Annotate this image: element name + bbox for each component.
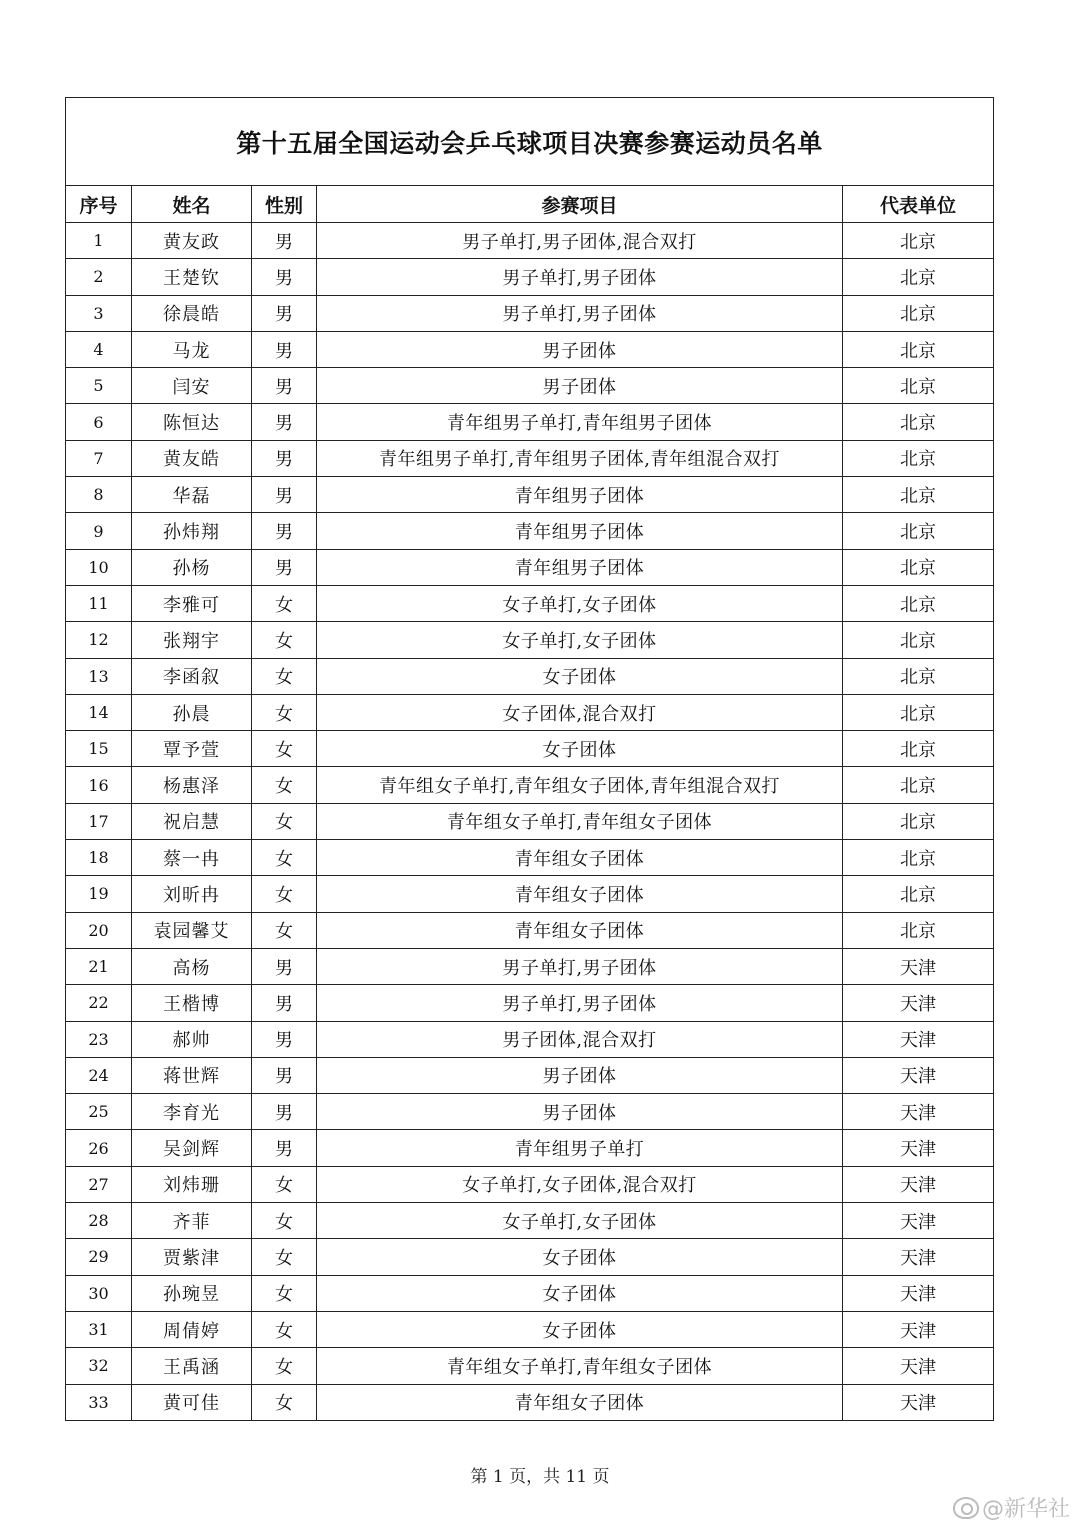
cell-event: 青年组男子团体 (317, 549, 843, 585)
cell-gender: 女 (252, 1384, 317, 1420)
cell-event: 青年组男子单打 (317, 1130, 843, 1166)
table-row (66, 1130, 994, 1166)
cell-event: 青年组女子团体 (317, 912, 843, 948)
cell-gender: 女 (252, 767, 317, 803)
table-row (66, 876, 994, 912)
cell-gender: 男 (252, 985, 317, 1021)
cell-no: 12 (66, 622, 132, 658)
cell-event: 男子单打,男子团体,混合双打 (317, 223, 843, 259)
cell-unit: 北京 (843, 694, 994, 730)
table-row (66, 440, 994, 476)
header-gender: 性别 (252, 186, 317, 223)
cell-event: 男子单打,男子团体 (317, 295, 843, 331)
cell-name: 张翔宇 (132, 622, 252, 658)
table-row (66, 477, 994, 513)
table-row (66, 1384, 994, 1420)
cell-event: 青年组男子团体 (317, 477, 843, 513)
table-row (66, 622, 994, 658)
cell-unit: 北京 (843, 803, 994, 839)
table-row (66, 331, 994, 367)
cell-gender: 女 (252, 622, 317, 658)
cell-name: 郝帅 (132, 1021, 252, 1057)
cell-gender: 女 (252, 658, 317, 694)
cell-event: 男子团体 (317, 1057, 843, 1093)
cell-unit: 北京 (843, 731, 994, 767)
table-row (66, 368, 994, 404)
cell-name: 贾紫津 (132, 1239, 252, 1275)
header-event: 参赛项目 (317, 186, 843, 223)
table-row (66, 840, 994, 876)
table-row (66, 1203, 994, 1239)
cell-unit: 北京 (843, 368, 994, 404)
cell-gender: 女 (252, 731, 317, 767)
cell-event: 女子团体 (317, 1239, 843, 1275)
cell-event: 男子团体 (317, 1094, 843, 1130)
cell-unit: 北京 (843, 513, 994, 549)
cell-unit: 天津 (843, 1021, 994, 1057)
cell-gender: 女 (252, 1203, 317, 1239)
cell-no: 32 (66, 1348, 132, 1384)
table-row (66, 912, 994, 948)
cell-unit: 北京 (843, 658, 994, 694)
cell-event: 女子单打,女子团体 (317, 622, 843, 658)
cell-unit: 天津 (843, 985, 994, 1021)
cell-unit: 北京 (843, 440, 994, 476)
table-row (66, 223, 994, 259)
cell-unit: 北京 (843, 223, 994, 259)
cell-event: 男子单打,男子团体 (317, 259, 843, 295)
cell-gender: 女 (252, 1166, 317, 1202)
cell-event: 男子单打,男子团体 (317, 948, 843, 984)
cell-no: 27 (66, 1166, 132, 1202)
cell-unit: 北京 (843, 477, 994, 513)
table-row (66, 694, 994, 730)
cell-name: 高杨 (132, 948, 252, 984)
cell-unit: 天津 (843, 1130, 994, 1166)
cell-no: 2 (66, 259, 132, 295)
cell-gender: 女 (252, 876, 317, 912)
cell-gender: 男 (252, 331, 317, 367)
cell-gender: 男 (252, 404, 317, 440)
cell-name: 黄友政 (132, 223, 252, 259)
cell-gender: 男 (252, 1057, 317, 1093)
table-row (66, 658, 994, 694)
cell-unit: 天津 (843, 1239, 994, 1275)
table-row (66, 803, 994, 839)
cell-event: 青年组女子团体 (317, 876, 843, 912)
cell-no: 15 (66, 731, 132, 767)
page-footer: 第 1 页，共 11 页 (470, 1467, 610, 1487)
cell-event: 青年组男子单打,青年组男子团体,青年组混合双打 (317, 440, 843, 476)
weibo-icon (953, 1497, 979, 1519)
table-row (66, 1275, 994, 1311)
cell-unit: 北京 (843, 404, 994, 440)
cell-unit: 天津 (843, 1384, 994, 1420)
cell-gender: 女 (252, 1348, 317, 1384)
table-row (66, 259, 994, 295)
table-row (66, 1311, 994, 1347)
cell-no: 25 (66, 1094, 132, 1130)
cell-no: 8 (66, 477, 132, 513)
cell-event: 女子团体,混合双打 (317, 694, 843, 730)
watermark-text: @新华社 (981, 1497, 1070, 1522)
table-row (66, 1094, 994, 1130)
cell-no: 30 (66, 1275, 132, 1311)
cell-name: 刘昕冉 (132, 876, 252, 912)
cell-no: 21 (66, 948, 132, 984)
cell-gender: 女 (252, 840, 317, 876)
cell-unit: 北京 (843, 912, 994, 948)
cell-event: 男子团体,混合双打 (317, 1021, 843, 1057)
cell-event: 青年组女子团体 (317, 840, 843, 876)
watermark (953, 1492, 1070, 1523)
cell-name: 蔡一冉 (132, 840, 252, 876)
table-row (66, 549, 994, 585)
header-name: 姓名 (132, 186, 252, 223)
cell-event: 女子单打,女子团体,混合双打 (317, 1166, 843, 1202)
table-row (66, 767, 994, 803)
cell-name: 黄可佳 (132, 1384, 252, 1420)
cell-event: 女子团体 (317, 658, 843, 694)
cell-no: 4 (66, 331, 132, 367)
cell-event: 青年组女子单打,青年组女子团体,青年组混合双打 (317, 767, 843, 803)
table-row (66, 1239, 994, 1275)
cell-no: 19 (66, 876, 132, 912)
cell-event: 女子团体 (317, 1311, 843, 1347)
cell-unit: 天津 (843, 1275, 994, 1311)
cell-no: 22 (66, 985, 132, 1021)
table-row (66, 404, 994, 440)
cell-name: 李雅可 (132, 585, 252, 621)
cell-unit: 北京 (843, 840, 994, 876)
cell-name: 刘炜珊 (132, 1166, 252, 1202)
cell-no: 11 (66, 585, 132, 621)
cell-no: 31 (66, 1311, 132, 1347)
cell-event: 女子单打,女子团体 (317, 1203, 843, 1239)
cell-event: 女子团体 (317, 1275, 843, 1311)
cell-event: 女子单打,女子团体 (317, 585, 843, 621)
cell-name: 孙杨 (132, 549, 252, 585)
cell-no: 29 (66, 1239, 132, 1275)
cell-no: 26 (66, 1130, 132, 1166)
cell-name: 王楷博 (132, 985, 252, 1021)
cell-gender: 女 (252, 1239, 317, 1275)
cell-unit: 北京 (843, 876, 994, 912)
cell-unit: 北京 (843, 549, 994, 585)
table-row (66, 1057, 994, 1093)
cell-gender: 男 (252, 368, 317, 404)
table-row (66, 585, 994, 621)
cell-event: 青年组男子单打,青年组男子团体 (317, 404, 843, 440)
table-row (66, 985, 994, 1021)
document-title: 第十五届全国运动会乒乓球项目决赛参赛运动员名单 (66, 98, 994, 186)
cell-gender: 男 (252, 1094, 317, 1130)
cell-unit: 北京 (843, 585, 994, 621)
cell-event: 青年组女子团体 (317, 1384, 843, 1420)
cell-name: 王楚钦 (132, 259, 252, 295)
cell-no: 17 (66, 803, 132, 839)
cell-gender: 男 (252, 477, 317, 513)
cell-gender: 女 (252, 1275, 317, 1311)
cell-name: 孙晨 (132, 694, 252, 730)
cell-event: 青年组女子单打,青年组女子团体 (317, 803, 843, 839)
cell-gender: 女 (252, 585, 317, 621)
table-body (66, 223, 994, 1421)
table-row (66, 948, 994, 984)
cell-name: 徐晨皓 (132, 295, 252, 331)
table-row (66, 731, 994, 767)
header-unit: 代表单位 (843, 186, 994, 223)
cell-name: 杨惠泽 (132, 767, 252, 803)
cell-no: 20 (66, 912, 132, 948)
cell-event: 男子团体 (317, 331, 843, 367)
cell-no: 33 (66, 1384, 132, 1420)
cell-gender: 男 (252, 948, 317, 984)
table-row (66, 1021, 994, 1057)
table-row (66, 1166, 994, 1202)
cell-no: 10 (66, 549, 132, 585)
cell-gender: 男 (252, 259, 317, 295)
cell-name: 马龙 (132, 331, 252, 367)
cell-name: 袁园馨艾 (132, 912, 252, 948)
table-row (66, 295, 994, 331)
cell-event: 男子单打,男子团体 (317, 985, 843, 1021)
cell-name: 齐菲 (132, 1203, 252, 1239)
cell-no: 14 (66, 694, 132, 730)
table-row (66, 513, 994, 549)
cell-event: 男子团体 (317, 368, 843, 404)
cell-unit: 北京 (843, 622, 994, 658)
cell-unit: 北京 (843, 295, 994, 331)
cell-no: 3 (66, 295, 132, 331)
cell-gender: 女 (252, 912, 317, 948)
cell-gender: 男 (252, 295, 317, 331)
cell-name: 陈恒达 (132, 404, 252, 440)
cell-name: 王禹涵 (132, 1348, 252, 1384)
cell-gender: 男 (252, 549, 317, 585)
cell-no: 1 (66, 223, 132, 259)
cell-gender: 男 (252, 513, 317, 549)
table-row (66, 1348, 994, 1384)
cell-name: 周倩婷 (132, 1311, 252, 1347)
cell-unit: 天津 (843, 1094, 994, 1130)
cell-gender: 男 (252, 1021, 317, 1057)
cell-name: 华磊 (132, 477, 252, 513)
cell-no: 13 (66, 658, 132, 694)
cell-unit: 天津 (843, 1203, 994, 1239)
cell-unit: 天津 (843, 1057, 994, 1093)
cell-gender: 男 (252, 223, 317, 259)
cell-no: 6 (66, 404, 132, 440)
cell-no: 5 (66, 368, 132, 404)
cell-gender: 男 (252, 440, 317, 476)
athlete-list-table (65, 97, 994, 1421)
cell-name: 李函叙 (132, 658, 252, 694)
cell-event: 青年组男子团体 (317, 513, 843, 549)
cell-event: 青年组女子单打,青年组女子团体 (317, 1348, 843, 1384)
cell-gender: 女 (252, 803, 317, 839)
cell-unit: 北京 (843, 767, 994, 803)
cell-gender: 男 (252, 1130, 317, 1166)
cell-no: 9 (66, 513, 132, 549)
cell-gender: 女 (252, 694, 317, 730)
cell-name: 覃予萱 (132, 731, 252, 767)
cell-no: 18 (66, 840, 132, 876)
header-no: 序号 (66, 186, 132, 223)
cell-no: 16 (66, 767, 132, 803)
cell-no: 23 (66, 1021, 132, 1057)
cell-gender: 女 (252, 1311, 317, 1347)
cell-no: 7 (66, 440, 132, 476)
cell-unit: 天津 (843, 1166, 994, 1202)
cell-name: 黄友皓 (132, 440, 252, 476)
cell-name: 李育光 (132, 1094, 252, 1130)
cell-event: 女子团体 (317, 731, 843, 767)
cell-name: 孙琬昱 (132, 1275, 252, 1311)
cell-name: 蒋世辉 (132, 1057, 252, 1093)
cell-unit: 天津 (843, 948, 994, 984)
cell-unit: 北京 (843, 331, 994, 367)
cell-no: 28 (66, 1203, 132, 1239)
cell-name: 祝启慧 (132, 803, 252, 839)
cell-unit: 天津 (843, 1311, 994, 1347)
cell-name: 孙炜翔 (132, 513, 252, 549)
cell-name: 吴剑辉 (132, 1130, 252, 1166)
cell-no: 24 (66, 1057, 132, 1093)
cell-unit: 天津 (843, 1348, 994, 1384)
cell-unit: 北京 (843, 259, 994, 295)
cell-name: 闫安 (132, 368, 252, 404)
